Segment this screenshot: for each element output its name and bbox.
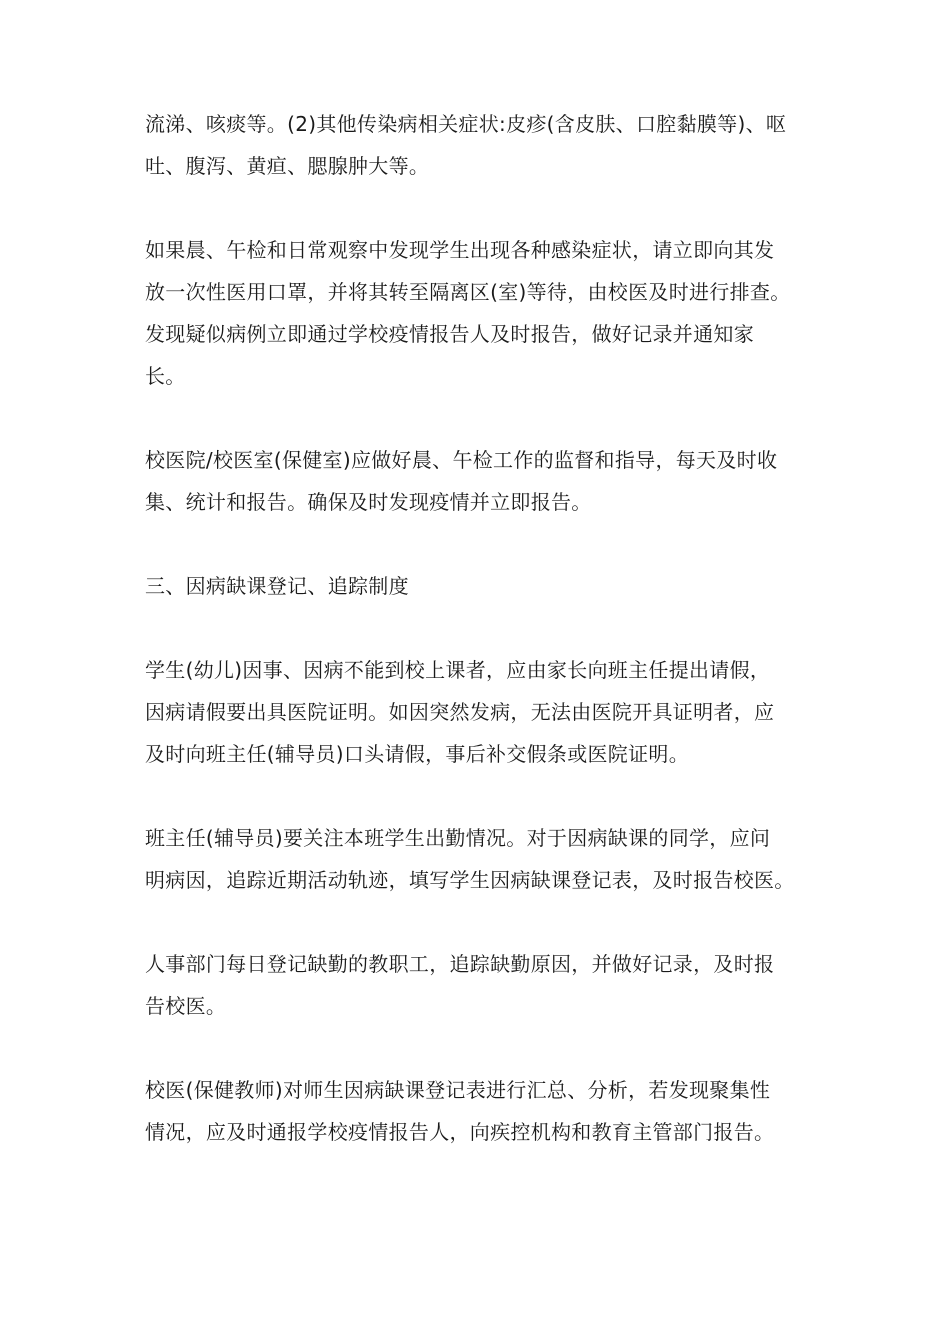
text-line: 发现疑似病例立即通过学校疫情报告人及时报告，做好记录并通知家	[145, 322, 754, 346]
text-line: 告校医。	[145, 994, 227, 1018]
text-line: 放一次性医用口罩，并将其转至隔离区(室)等待，由校医及时进行排查。	[145, 280, 791, 304]
text-line: 情况，应及时通报学校疫情报告人，向疾控机构和教育主管部门报告。	[145, 1120, 775, 1144]
text-line: 流涕、咳痰等。(2)其他传染病相关症状:皮疹(含皮肤、口腔黏膜等)、呕	[145, 112, 787, 136]
section-heading-text: 三、因病缺课登记、追踪制度	[145, 574, 409, 598]
paragraph-symptoms-continued	[145, 103, 825, 187]
text-line: 因病请假要出具医院证明。如因突然发病，无法由医院开具证明者，应	[145, 700, 775, 724]
section-heading	[145, 565, 825, 607]
text-line: 校医(保健教师)对师生因病缺课登记表进行汇总、分析，若发现聚集性	[145, 1078, 771, 1102]
text-line: 人事部门每日登记缺勤的教职工，追踪缺勤原因，并做好记录，及时报	[145, 952, 775, 976]
paragraph-leave-request	[145, 649, 825, 775]
text-line: 长。	[145, 364, 186, 388]
text-line: 及时向班主任(辅导员)口头请假，事后补交假条或医院证明。	[145, 742, 690, 766]
text-line: 吐、腹泻、黄疸、腮腺肿大等。	[145, 154, 430, 178]
paragraph-school-doctor-analysis	[145, 1069, 825, 1153]
text-line: 学生(幼儿)因事、因病不能到校上课者，应由家长向班主任提出请假，	[145, 658, 771, 682]
text-line: 校医院/校医室(保健室)应做好晨、午检工作的监督和指导，每天及时收	[145, 448, 778, 472]
text-line: 明病因，追踪近期活动轨迹，填写学生因病缺课登记表，及时报告校医。	[145, 868, 795, 892]
paragraph-infection-handling	[145, 229, 825, 397]
text-line: 集、统计和报告。确保及时发现疫情并立即报告。	[145, 490, 592, 514]
paragraph-school-clinic-supervision	[145, 439, 825, 523]
paragraph-homeroom-teacher-duty	[145, 817, 825, 901]
text-line: 班主任(辅导员)要关注本班学生出勤情况。对于因病缺课的同学，应问	[145, 826, 771, 850]
paragraph-hr-duty	[145, 943, 825, 1027]
document-page	[145, 103, 825, 1195]
text-line: 如果晨、午检和日常观察中发现学生出现各种感染症状，请立即向其发	[145, 238, 775, 262]
